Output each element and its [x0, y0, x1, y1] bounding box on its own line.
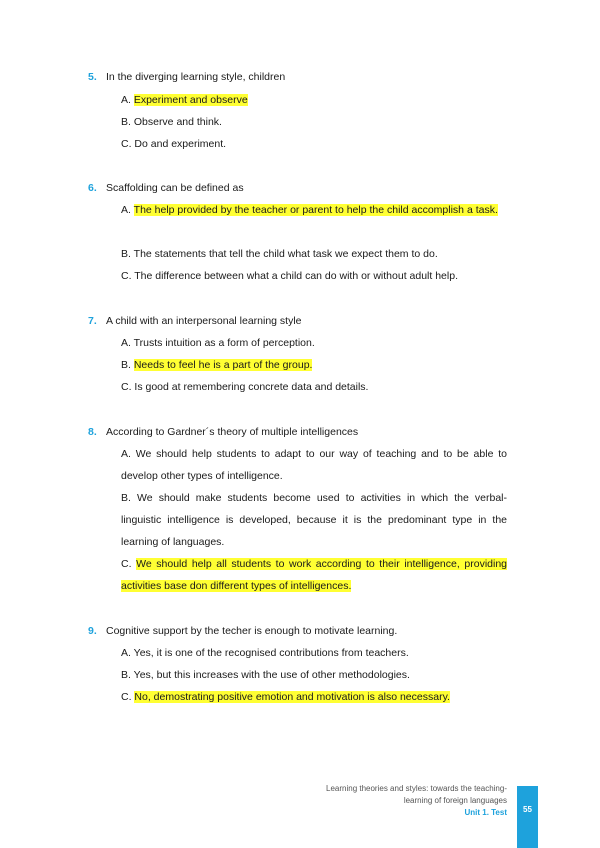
footer [326, 783, 507, 819]
question-6 [88, 181, 244, 195]
option-letter: B. [121, 492, 131, 504]
option-text: We should make students become used to activities in which the verbal-linguistic intelligence is developed, because it is the predominant type in the learning of languages. [121, 492, 508, 548]
option-text: We should help students to adapt to our way of teaching and to be able to develop other types of intelligence. [121, 448, 507, 482]
option-5b [121, 111, 507, 133]
page-number: 55 [523, 805, 532, 814]
question-5 [88, 70, 285, 84]
correct-answer-highlight: The help provided by the teacher or parent to help the child accomplish a task. [133, 204, 498, 216]
question-number: 7. [88, 315, 97, 327]
option-7a [121, 332, 507, 354]
correct-answer-highlight: Experiment and observe [133, 94, 248, 106]
option-8a [121, 443, 507, 487]
option-text: Do and experiment. [134, 138, 227, 150]
option-letter: B. [121, 248, 131, 260]
question-8 [88, 425, 358, 439]
option-letter: C. [121, 138, 132, 150]
question-text: Scaffolding can be defined as [106, 182, 244, 194]
question-number: 9. [88, 625, 97, 637]
option-letter: C. [121, 558, 132, 570]
question-7 [88, 314, 302, 328]
option-5c [121, 133, 507, 155]
option-text: Yes, it is one of the recognised contributions from teachers. [133, 647, 409, 659]
option-6b [121, 243, 507, 265]
option-text: Trusts intuition as a form of perception. [133, 337, 315, 349]
option-letter: B. [121, 116, 131, 128]
option-8c [121, 553, 507, 597]
option-5a [121, 89, 507, 111]
question-9 [88, 624, 397, 638]
footer-title-line-2: learning of foreign languages [403, 796, 507, 805]
question-number: 8. [88, 426, 97, 438]
page-number-tab [517, 786, 538, 848]
option-letter: B. [121, 669, 131, 681]
correct-answer-highlight: We should help all students to work according to their intelligence, providing activities base don different types of intelligences. [121, 558, 507, 592]
option-text: The difference between what a child can do with or without adult help. [134, 270, 458, 282]
option-letter: A. [121, 94, 131, 106]
option-6a [121, 199, 507, 221]
option-letter: C. [121, 381, 132, 393]
footer-title-line-1: Learning theories and styles: towards the teaching- [326, 784, 507, 793]
correct-answer-highlight: Needs to feel he is a part of the group. [133, 359, 313, 371]
option-letter: A. [121, 448, 131, 460]
option-text: Is good at remembering concrete data and details. [134, 381, 369, 393]
option-7c [121, 376, 507, 398]
question-number: 5. [88, 71, 97, 83]
question-text: A child with an interpersonal learning style [106, 315, 302, 327]
option-7b [121, 354, 507, 376]
option-text: The statements that tell the child what task we expect them to do. [133, 248, 438, 260]
footer-unit-label: Unit 1. Test [464, 808, 507, 817]
option-9c [121, 686, 507, 708]
correct-answer-highlight: No, demostrating positive emotion and motivation is also necessary. [134, 691, 450, 703]
question-text: In the diverging learning style, children [106, 71, 286, 83]
option-9b [121, 664, 507, 686]
question-number: 6. [88, 182, 97, 194]
option-letter: A. [121, 204, 131, 216]
option-text: Observe and think. [133, 116, 222, 128]
option-letter: C. [121, 691, 132, 703]
option-letter: B. [121, 359, 131, 371]
option-letter: C. [121, 270, 132, 282]
question-text: Cognitive support by the techer is enough to motivate learning. [106, 625, 398, 637]
option-6c [121, 265, 507, 287]
option-letter: A. [121, 647, 131, 659]
option-text: Yes, but this increases with the use of other methodologies. [133, 669, 410, 681]
option-letter: A. [121, 337, 131, 349]
option-9a [121, 642, 507, 664]
option-8b [121, 487, 507, 553]
question-text: According to Gardner´s theory of multiple intelligences [106, 426, 359, 438]
